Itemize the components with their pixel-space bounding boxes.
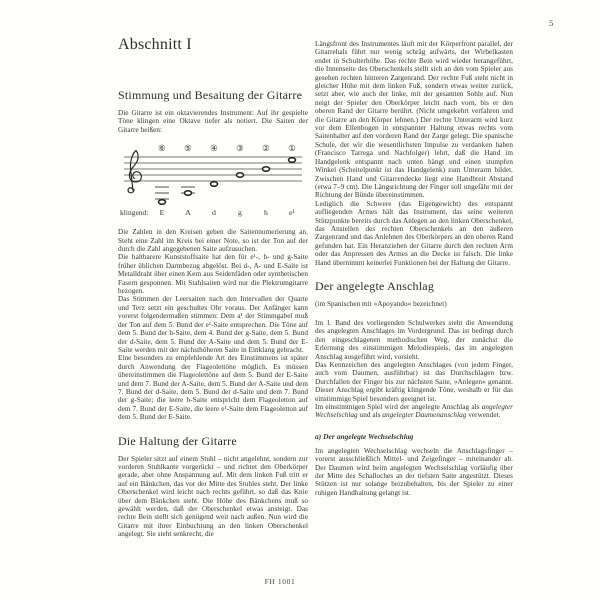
paragraph: Das Kennzeichen des angelegten Anschlages (von jedem Finger, auch vom Daumen, ausführbar) ist das Durchschlagen bzw. Durchfallen der Finger bis zur nächsten Saite, »Anlegen« genannt. Dieser Anschlag ergibt kräftig klingende Töne, weshalb er für das einstimmige Spiel besonders geeignet ist. xyxy=(315,361,513,403)
paragraph: Im angelegten Wechselschlag wechseln die Anschlagsfinger – vorerst ausschließlich Mittel- und Zeigefinger – miteinander ab. Der Daumen wird beim angelegten Wechselschlag vorläufig über der Mitte des Schalloches an der tiefsten Saite angestützt. Dieses Stützen ist nur solange beizubehalten, bis der Spieler zu einer ruhigen Handhaltung gelangt ist. xyxy=(315,446,513,497)
text-run-italic: angelegter Wechselschlag xyxy=(315,403,513,420)
paragraph: Der Spieler sitzt auf einem Stuhl – nicht angelehnt, sondern zur vorderen Stuhlkante vorgerückt – und richtet den Oberkörper gerade, aber ohne Anspannung auf. Mit dem linken Fuß tritt er auf ein Bänkchen, das vor der Mitte des Stuhles steht. Der linke Oberschenkel wird leicht nach rechts geführt, so daß das Knie über dem Bänkchen steht. Die Höhe des Bänkchens muß so gewählt werden, daß der Oberschenkel etwas ansteigt. Das rechte Bein stellt sich genügend weit nach außen. Nun wird die Gitarre mit ihrer Einbuchtung an den linken Oberschenkel angelegt. Sie steht senkrecht, die xyxy=(118,454,308,539)
klingend-label: klingend: xyxy=(120,208,149,218)
string-number-badge: ① xyxy=(288,143,296,154)
paragraph-apoyando-usage xyxy=(315,403,513,420)
text-run: und als xyxy=(357,411,383,420)
paragraph: Die haltbarere Kunststoffsaite hat den für e¹-, h- und g-Saite früher üblichen Darmbezug abgelöst. Bei d-, A- und E-Saite ist Metalldraht über einen Kern aus Seidenfäden oder synthetischen Fasern gesponnen. Mit Stahlsaiten wird nur die Plektrumgitarre bezogen. xyxy=(118,253,308,296)
section-title-anschlag: Der angelegte Anschlag xyxy=(315,278,435,293)
paragraph: Im 1. Band des vorliegenden Schulwerkes steht die Anwendung des angelegten Anschlages im Vordergrund. Das ist bedingt durch den eingeschlagenen methodischen Weg, der zunächst die Erlernung des einstimmigen Melodiespiels, das im angelegten Anschlag ausgeführt wird, vorsieht. xyxy=(315,318,513,361)
section-subtitle: (im Spanischen mit »Apoyando« bezeichnet) xyxy=(315,299,447,308)
whole-note-icon xyxy=(159,200,166,205)
paragraph: Das Stimmen der Leersaiten nach den Intervallen der Quarte und Terz setzt ein geschultes Ohr voraus. Der Anfänger kann vorerst folgendermaßen stimmen: Dem a¹ der Stimmgabel muß der Ton auf dem 5. Bund der e¹-Saite entsprechen. Die Töne auf dem 5. Bund der h-Saite, dem 4. Bund der g-Saite, dem 5. Bund der d-Saite, dem 5. Bund der A-Saite und dem 5. Bund der E-Saite werden mit der nächsthöheren Saite in Einklang gebracht. xyxy=(118,295,308,354)
whole-note-icon xyxy=(185,191,192,196)
note-name: d xyxy=(212,208,216,218)
paragraph: Lediglich die Schwere (das Eigengewicht) des entspannt aufliegenden Armes hält das Instrument, das seine weiteren Stützpunkte bereits durch das Anlegen an den linken Oberschenkel, das Anstellen des rechten Oberschenkels an den äußeren Zargenrand und das Anlehnen des Oberkörpers an den oberen Rand gefunden hat. Ein Heranziehen der Gitarre durch den rechten Arm oder das Anpressen des Armes an die Decke ist falsch. Die linke Hand übernimmt keinerlei Funktionen bei der Haltung der Gitarre. xyxy=(315,199,513,267)
whole-note-icon xyxy=(237,173,244,178)
note-name: E xyxy=(159,208,165,218)
paragraph: Die Gitarre ist ein oktavierendes Instrument: Auf ihr gespielte Töne klingen eine Oktave tiefer als notiert. Die Saiten der Gitarre heißen: xyxy=(118,109,308,134)
left-column xyxy=(118,36,308,539)
string-number-badges xyxy=(158,143,296,153)
section-title-stimmung: Stimmung und Besaitung der Gitarre xyxy=(118,88,303,102)
whole-note-icon xyxy=(263,167,270,172)
paragraph: Die Zahlen in den Kreisen geben die Saitennumerierung an. Steht eine Zahl im Kreis bei einer Note, so ist der Ton auf der durch die Zahl angegebenen Saite aufzusuchen. xyxy=(118,228,308,254)
sounding-pitch-row xyxy=(120,208,296,217)
publisher-plate-number: FH 1001 xyxy=(264,577,296,586)
text-run: verwendet. xyxy=(466,411,501,420)
right-column xyxy=(315,40,513,497)
note-name: e¹ xyxy=(289,208,295,218)
text-run: Im einstimmigen Spiel wird der angelegte Anschlag als xyxy=(315,403,482,412)
note-name: h xyxy=(264,208,268,218)
staff-lines xyxy=(124,157,302,181)
string-number-badge: ⑤ xyxy=(184,143,192,154)
string-number-badge: ⑥ xyxy=(158,143,166,154)
text-run-italic: angelegter Daumenanschlag xyxy=(382,411,467,420)
note-name: g xyxy=(238,208,242,218)
whole-note-icon xyxy=(211,182,218,187)
string-number-badge: ④ xyxy=(210,143,218,154)
subsection-title-wechselschlag: a) Der angelegte Wechselschlag xyxy=(315,431,414,441)
section-title-haltung: Die Haltung der Gitarre xyxy=(118,433,237,448)
paragraph: Längsfront des Instrumentes läuft mit der Körperfront parallel, der Gitarrehals führt nur wenig schräg aufwärts, der Wirbelkasten endet in Schulterhöhe. Das rechte Bein wird wieder herangeführt, die Innenseite des Oberschenkels stellt sich an den vom Spieler aus gesehen rechten hinteren Zargenrand. Der rechte Fuß steht nicht in gleicher Höhe mit dem linken Fuß, sondern etwas weiter zurück, setzt aber, wie auch der linke, mit der gesamten Sohle auf. Nun neigt der Spieler den Oberkörper leicht nach vorn, bis er den oberen Rand der Gitarre berührt. (Nicht umgekehrt verfahren und die Gitarre an den Körper lehnen.) Der rechte Unterarm wird kurz vor dem Ellenbogen in entspannter Haltung etwas rechts vom Saitenhalter auf den vorderen Rand der Zarge gelegt. Die spanische Schule, der wir die wesentlichsten Impulse zu verdanken haben (Francisco Tarrega und Nachfolger) lehrt, daß die Hand im Handgelenk entspannt nach unten hängt und einen stumpfen Winkel (Scheitelpunkt ist das Handgelenk) zum Unterarm bildet. Zwischen Hand und Gitarrendecke liegt eine Handbreit Abstand (etwa 7–9 cm). Die Längsrichtung der Finger soll ungefähr mit der Richtung der Bünde übereinstimmen. xyxy=(315,40,513,200)
note-name: A xyxy=(185,208,191,218)
chapter-title: Abschnitt I xyxy=(118,36,192,53)
string-number-badge: ② xyxy=(262,143,270,154)
whole-note-icon xyxy=(289,158,296,163)
paragraph: Eine besonders zu empfehlende Art des Einstimmens ist später durch Anwendung der Flageolettöne möglich. Es müssen übereinstimmen die Flageolettöne auf dem 5. Bund der E-Saite und dem 7. Bund der A-Saite, dem 5. Bund der A-Saite und dem 7. Bund der d-Saite, dem 5. Bund der d-Saite und dem 7. Bund der g-Saite; die leere h-Saite entspricht dem Flageoletton auf dem 7. Bund der E-Saite, die leere e¹-Saite dem Flageoletton auf dem 5. Bund der E-Saite. xyxy=(118,354,308,422)
string-number-badge: ③ xyxy=(236,143,244,154)
music-staff-figure xyxy=(118,141,308,219)
page-number: 5 xyxy=(549,18,554,28)
